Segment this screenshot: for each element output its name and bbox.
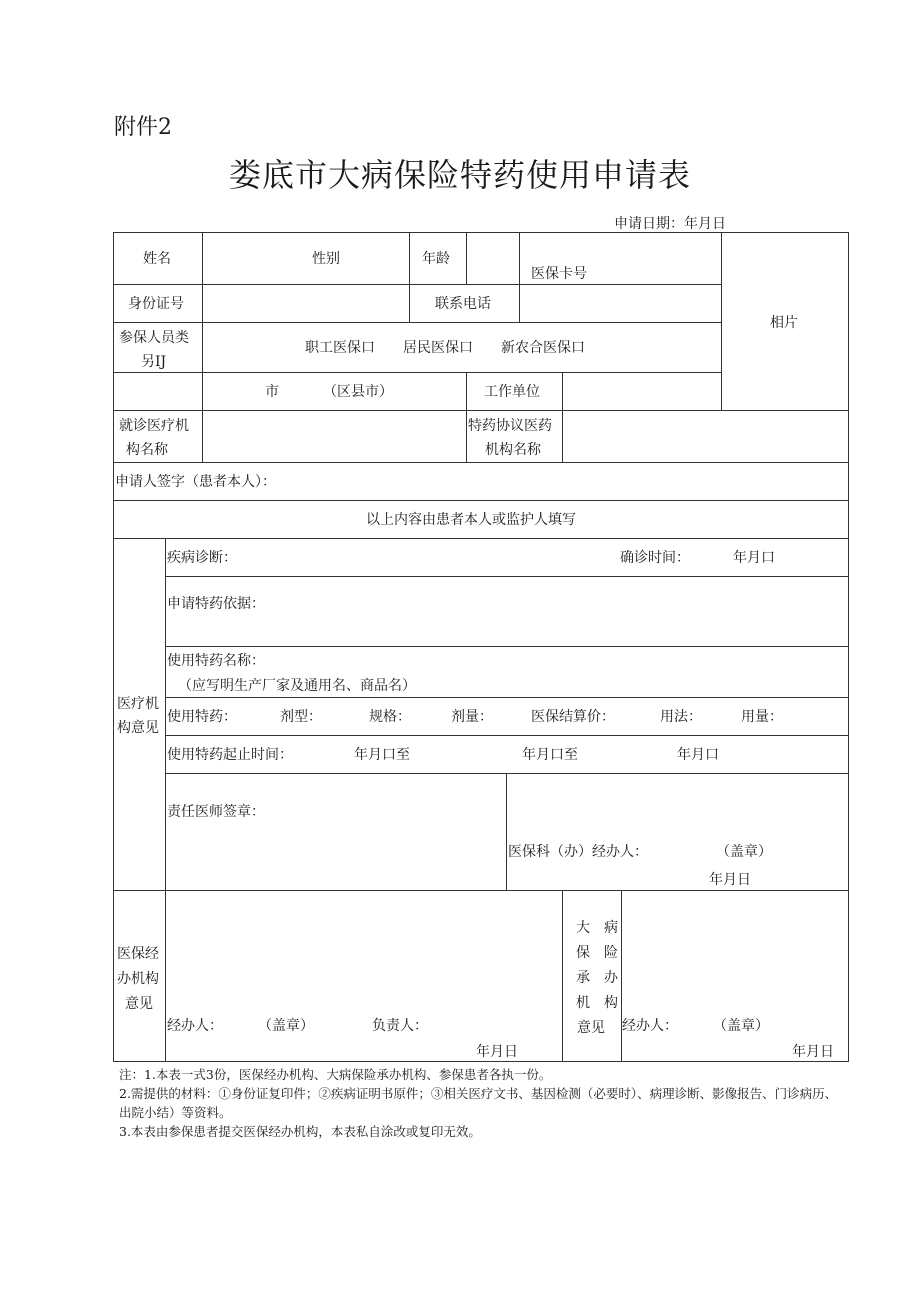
- period-start-date: 年月口至: [354, 747, 410, 763]
- spec-label: 规格：: [369, 709, 411, 725]
- medical-opinion-label: 医疗机: [117, 696, 159, 712]
- insurer-handler-label: 经办人：: [622, 1018, 678, 1034]
- basis-label: 申请特药依据：: [167, 596, 265, 612]
- phone-label: 联系电话: [435, 296, 491, 312]
- medical-card-label: 医保卡号: [531, 266, 587, 282]
- dept-handler-label: 医保科（办）经办人：: [508, 844, 648, 860]
- photo-label: 相片: [770, 315, 798, 331]
- applicant-signature-label: 申请人签字（患者本人）：: [115, 474, 276, 490]
- medical-opinion-label-cont: 构意见: [117, 720, 159, 736]
- confirm-time-label: 确诊时间：: [620, 550, 690, 566]
- agency-handler-label: 经办人：: [167, 1018, 223, 1034]
- quantity-label: 用量：: [741, 709, 783, 725]
- pharmacy-label: 特药协议医药: [468, 418, 552, 434]
- insurer-label-1: 大 病: [576, 920, 618, 936]
- insurance-agency-label-3: 意见: [125, 996, 153, 1012]
- agency-responsible-label: 负责人：: [372, 1018, 428, 1034]
- usage-label: 使用特药：: [167, 709, 237, 725]
- form-notes: [119, 1065, 839, 1141]
- apply-date: 申请日期：年月日: [614, 216, 726, 232]
- insured-type-label-cont: 另IJ: [141, 354, 167, 370]
- insurer-label-2: 保 险: [576, 945, 618, 961]
- city-label: 市: [265, 384, 279, 400]
- period-mid-date: 年月口至: [522, 747, 578, 763]
- drug-name-hint: （应写明生产厂家及通用名、商品名）: [178, 678, 416, 694]
- insured-type-label: 参保人员类: [119, 330, 189, 346]
- agency-date: 年月日: [476, 1044, 518, 1060]
- drug-name-label: 使用特药名称：: [167, 653, 265, 669]
- diagnosis-label: 疾病诊断：: [167, 550, 237, 566]
- id-number-label: 身份证号: [128, 296, 184, 312]
- price-label: 医保结算价：: [531, 709, 615, 725]
- note-3: 3.本表由参保患者提交医保经办机构，本表私自涂改或复印无效。: [119, 1124, 481, 1139]
- insurance-agency-label-1: 医保经: [117, 946, 159, 962]
- amount-label: 剂量：: [451, 709, 493, 725]
- hospital-label-cont: 构名称: [126, 442, 168, 458]
- gender-label: 性别: [312, 251, 340, 267]
- insured-type-options: 职工医保口 居民医保口 新农合医保口: [305, 340, 585, 356]
- age-label: 年龄: [422, 251, 450, 267]
- attachment-label: 附件2: [114, 115, 172, 140]
- period-end-date: 年月口: [677, 747, 719, 763]
- insurer-label-4: 机 构: [576, 995, 618, 1011]
- district-label: （区县市）: [323, 384, 393, 400]
- dept-date: 年月日: [709, 872, 751, 888]
- pharmacy-label-cont: 机构名称: [485, 442, 541, 458]
- insurer-seal: （盖章）: [713, 1018, 769, 1034]
- fill-instruction: 以上内容由患者本人或监护人填写: [366, 512, 576, 528]
- note-1: 注：1.本表一式3份，医保经办机构、大病保险承办机构、参保患者各执一份。: [119, 1067, 552, 1082]
- doctor-signature-label: 责任医师签章：: [167, 804, 265, 820]
- method-label: 用法：: [660, 709, 702, 725]
- dosage-form-label: 剂型：: [280, 709, 322, 725]
- period-label: 使用特药起止时间：: [167, 747, 293, 763]
- name-label: 姓名: [143, 251, 171, 267]
- insurer-label-5: 意见: [577, 1020, 605, 1036]
- note-2: 2.需提供的材料：①身份证复印件；②疾病证明书原件；③相关医疗文书、基因检测（必要时）、病理诊断、影像报告、门诊病历、出院小结）等资料。: [119, 1086, 838, 1120]
- insurance-agency-label-2: 办机构: [117, 971, 159, 987]
- agency-seal: （盖章）: [258, 1018, 314, 1034]
- work-unit-label: 工作单位: [484, 384, 540, 400]
- insurer-date: 年月日: [792, 1044, 834, 1060]
- confirm-date: 年月口: [733, 550, 775, 566]
- hospital-label: 就诊医疗机: [119, 418, 189, 434]
- dept-seal: （盖章）: [716, 844, 772, 860]
- insurer-label-3: 承 办: [576, 970, 618, 986]
- form-title: 娄底市大病保险特药使用申请表: [228, 156, 691, 194]
